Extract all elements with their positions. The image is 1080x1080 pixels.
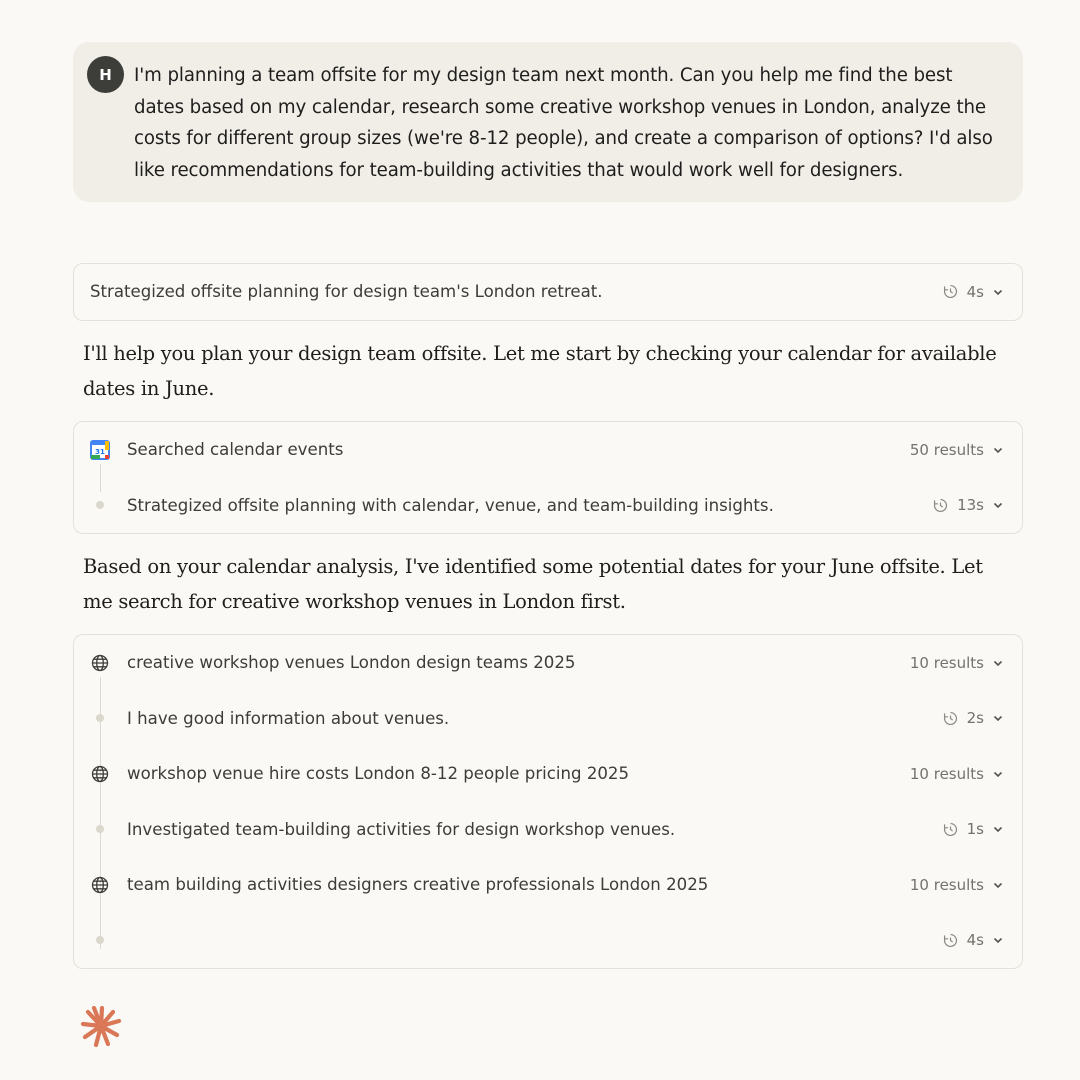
assistant-paragraph: I'll help you plan your design team offsite. Let me start by checking your calendar for available dates in June. — [83, 342, 997, 400]
globe-icon — [90, 764, 110, 784]
results-count: 10 results — [909, 764, 984, 783]
timer-icon — [942, 932, 959, 949]
chevron-down-icon — [992, 768, 1004, 780]
thought-row[interactable] — [74, 802, 1022, 858]
user-message — [73, 42, 1023, 202]
timeline-dot — [96, 825, 104, 833]
thought-duration: 4s — [966, 282, 984, 301]
web-search-row[interactable] — [74, 635, 1022, 691]
chevron-down-icon — [992, 712, 1004, 724]
timer-icon — [942, 821, 959, 838]
calendar-tool-card — [73, 421, 1023, 534]
thought-duration: 4s — [966, 931, 984, 950]
thought-label: Strategized offsite planning for design team's London retreat. — [90, 282, 603, 302]
globe-icon — [90, 875, 110, 895]
chevron-down-icon — [992, 879, 1004, 891]
calendar-search-label: Searched calendar events — [127, 440, 344, 460]
thought-duration: 13s — [957, 496, 984, 515]
thought-label: I have good information about venues. — [127, 708, 450, 728]
chevron-down-icon — [992, 499, 1004, 511]
globe-icon — [90, 653, 110, 673]
search-query: creative workshop venues London design teams 2025 — [127, 653, 576, 673]
timeline-dot — [96, 714, 104, 722]
search-query: workshop venue hire costs London 8-12 people pricing 2025 — [127, 764, 630, 784]
google-calendar-icon — [90, 440, 110, 460]
web-search-row[interactable] — [74, 857, 1022, 913]
thought-duration: 2s — [966, 709, 984, 728]
user-avatar: H — [87, 56, 124, 93]
thought-row[interactable] — [74, 691, 1022, 747]
chevron-down-icon — [992, 286, 1004, 298]
thought-row-streaming[interactable] — [74, 913, 1022, 969]
timeline-dot — [96, 936, 104, 944]
timer-icon — [942, 710, 959, 727]
thought-duration: 1s — [966, 820, 984, 839]
claude-logo-icon — [80, 1004, 122, 1048]
chevron-down-icon — [992, 934, 1004, 946]
web-search-row[interactable] — [74, 746, 1022, 802]
results-count: 50 results — [909, 440, 984, 459]
chevron-down-icon — [992, 657, 1004, 669]
chevron-down-icon — [992, 823, 1004, 835]
timeline-dot — [96, 501, 104, 509]
user-message-text: I'm planning a team offsite for my design team next month. Can you help me find the best dates based on my calendar, research some creative workshop venues in London, analyze the costs for different group sizes (we're 8-12 people), and create a comparison of options? I'd also like recommendations for team-building activities that would work well for designers. — [134, 65, 993, 181]
thought-row[interactable] — [74, 264, 1022, 320]
thought-card[interactable] — [73, 263, 1023, 321]
thought-label: Investigated team-building activities for design workshop venues. — [127, 819, 676, 839]
chevron-down-icon — [992, 444, 1004, 456]
thought-label: Strategized offsite planning with calendar, venue, and team-building insights. — [127, 495, 774, 515]
timer-icon — [932, 497, 949, 514]
thought-meta — [942, 283, 1004, 301]
results-count: 10 results — [909, 653, 984, 672]
assistant-paragraph: Based on your calendar analysis, I've identified some potential dates for your June offsite. Let me search for creative workshop venues in London first. — [83, 555, 983, 613]
timer-icon — [942, 283, 959, 300]
results-count: 10 results — [909, 875, 984, 894]
calendar-thought-row[interactable] — [74, 478, 1022, 534]
search-query: team building activities designers creative professionals London 2025 — [127, 875, 709, 895]
web-search-card — [73, 634, 1023, 969]
calendar-search-row[interactable] — [74, 422, 1022, 478]
calendar-icon-number: 31 — [95, 447, 105, 456]
